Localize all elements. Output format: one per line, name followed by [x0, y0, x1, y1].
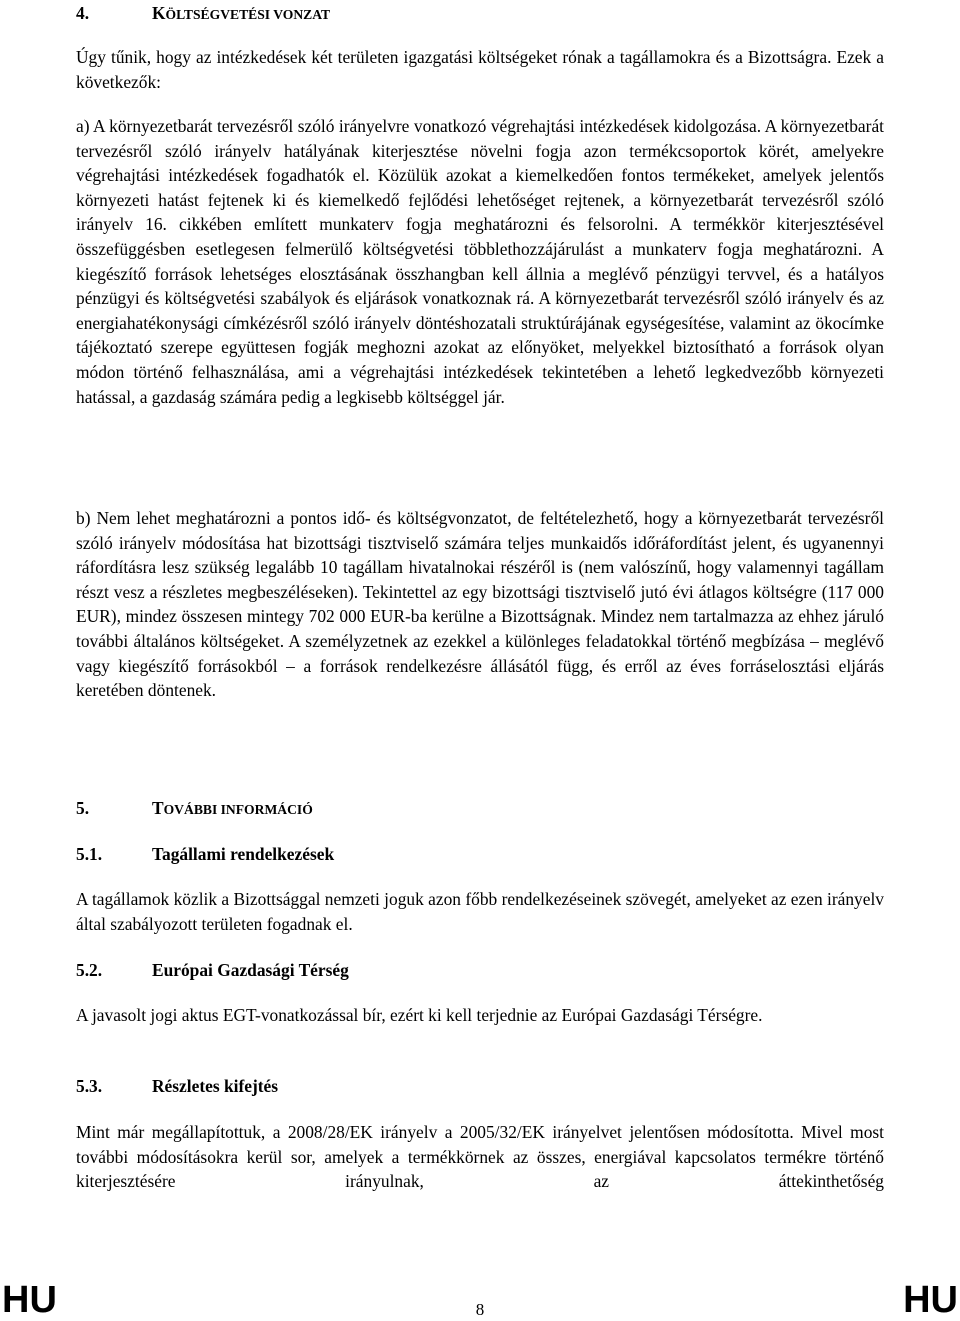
footer-language-right: HU — [903, 1279, 958, 1321]
section-4-title — [152, 1, 330, 27]
section-4-intro: Úgy tűnik, hogy az intézkedések két területen igazgatási költségeket rónak a tagállamokra és a Bizottságra. Ezek a következők: — [76, 47, 884, 92]
section-5-title-cap: T — [152, 798, 164, 818]
section-5-3-text: Mint már megállapítottuk, a 2008/28/EK irányelv a 2005/32/EK irányelvet jelentősen módosította. Mivel most további módosításokra kerül sor, amelyek a termékkörnek az összes, energiával kapcsolatos termékre történő kiterjesztésére irányulnak, az áttekinthetőség — [76, 1122, 884, 1192]
section-5-1-number: 5.1. — [76, 844, 103, 864]
section-4-paragraph-a: a) A környezetbarát tervezésről szóló irányelvre vonatkozó végrehajtási intézkedések kidolgozása. A környezetbarát tervezésről szóló irányelv hatályának kiterjesztése növelni fogja azon termékcsoportok körét, amelyekre végrehajtási intézkedések fogadhatók el. Közülük azokat a kiemelkedően fontos termékeket, amelyek jelentős környezeti hatást fejtenek ki és kiemelkedő fejlődési lehetőséget rejtenek, a környezetbarát tervezésről szóló irányelv 16. cikkében említett munkaterv fogja meghatározni és felsorolni. A termékkör kiterjesztésével összefüggésben esetlegesen felmerülő költségvetési többlethozzájárulást a munkaterv fogja meghatározni. A kiegészítő források lehetséges elosztásának összhangban kell állnia a meglévő pénzügyi tervvel, és a hatályos pénzügyi és költségvetési szabályok és eljárások vonatkoznak rá. A környezetbarát tervezésről szóló irányelv és az energiahatékonysági címkézésről szóló irányelv döntéshozatali struktúrájának egységesítése, valamint az ökocímke tájékoztató szerepe együttesen fogják meghozni azokat az előnyöket, melyekkel biztosítható a források olyan módon történő felhasználása, ami a végrehajtási intézkedések tekintetében a lehető legkedvezőbb környezeti hatással, a gazdaság számára pedig a legkisebb költséggel jár. — [76, 116, 884, 407]
section-4-number: 4. — [76, 3, 90, 23]
section-4-paragraph-b: b) Nem lehet meghatározni a pontos idő- és költségvonzatot, de feltételezhető, hogy a környezetbarát tervezésről szóló irányelv módosítása hat bizottsági tisztviselő számára teljes munkaidős időráfordítást jelent, és ugyanennyi ráfordításra lesz szükség legalább 10 tagállam hivatalnokai részéről is (nem valószínű, hogy valamennyi tagállam részt vesz a részletes megbeszéléseken). Tekintettel az egy bizottsági tisztviselő jutó évi átlagos költségre (117 000 EUR), mindez összesen mintegy 702 000 EUR-ba kerülne a Bizottságnak. Mindez nem tartalmazza az ehhez járuló további általános költségeket. A személyzetnek az ezekkel a különleges feladatokkal történő megbízása – meglévő vagy kiegészítő forrásokból – a források rendelkezésre állásától függ, és erről az éves forráselosztási eljárás keretében döntenek. — [76, 508, 884, 701]
footer-language-left: HU — [2, 1279, 57, 1321]
section-4-title-rest: ÖLTSÉGVETÉSI VONZAT — [165, 7, 331, 22]
section-4-title-cap: K — [152, 3, 166, 23]
section-5-2-number: 5.2. — [76, 960, 103, 980]
section-5-3-title: Részletes kifejtés — [152, 1076, 279, 1096]
section-5-2-title: Európai Gazdasági Térség — [152, 960, 349, 980]
section-5-3-number: 5.3. — [76, 1076, 103, 1096]
section-5-title-rest: OVÁBBI INFORMÁCIÓ — [163, 802, 313, 817]
section-5-number: 5. — [76, 798, 90, 818]
footer-page-number: 8 — [475, 1300, 485, 1319]
section-5-1-title: Tagállami rendelkezések — [152, 844, 335, 864]
section-5-1-text: A tagállamok közlik a Bizottsággal nemzeti joguk azon főbb rendelkezéseinek szövegét, amelyeket az ezen irányelv által szabályozott területen fogadnak el. — [76, 889, 884, 934]
section-5-2-text: A javasolt jogi aktus EGT-vonatkozással bír, ezért ki kell terjednie az Európai Gazdasági Térségre. — [76, 1005, 763, 1025]
section-5-title — [152, 796, 313, 822]
